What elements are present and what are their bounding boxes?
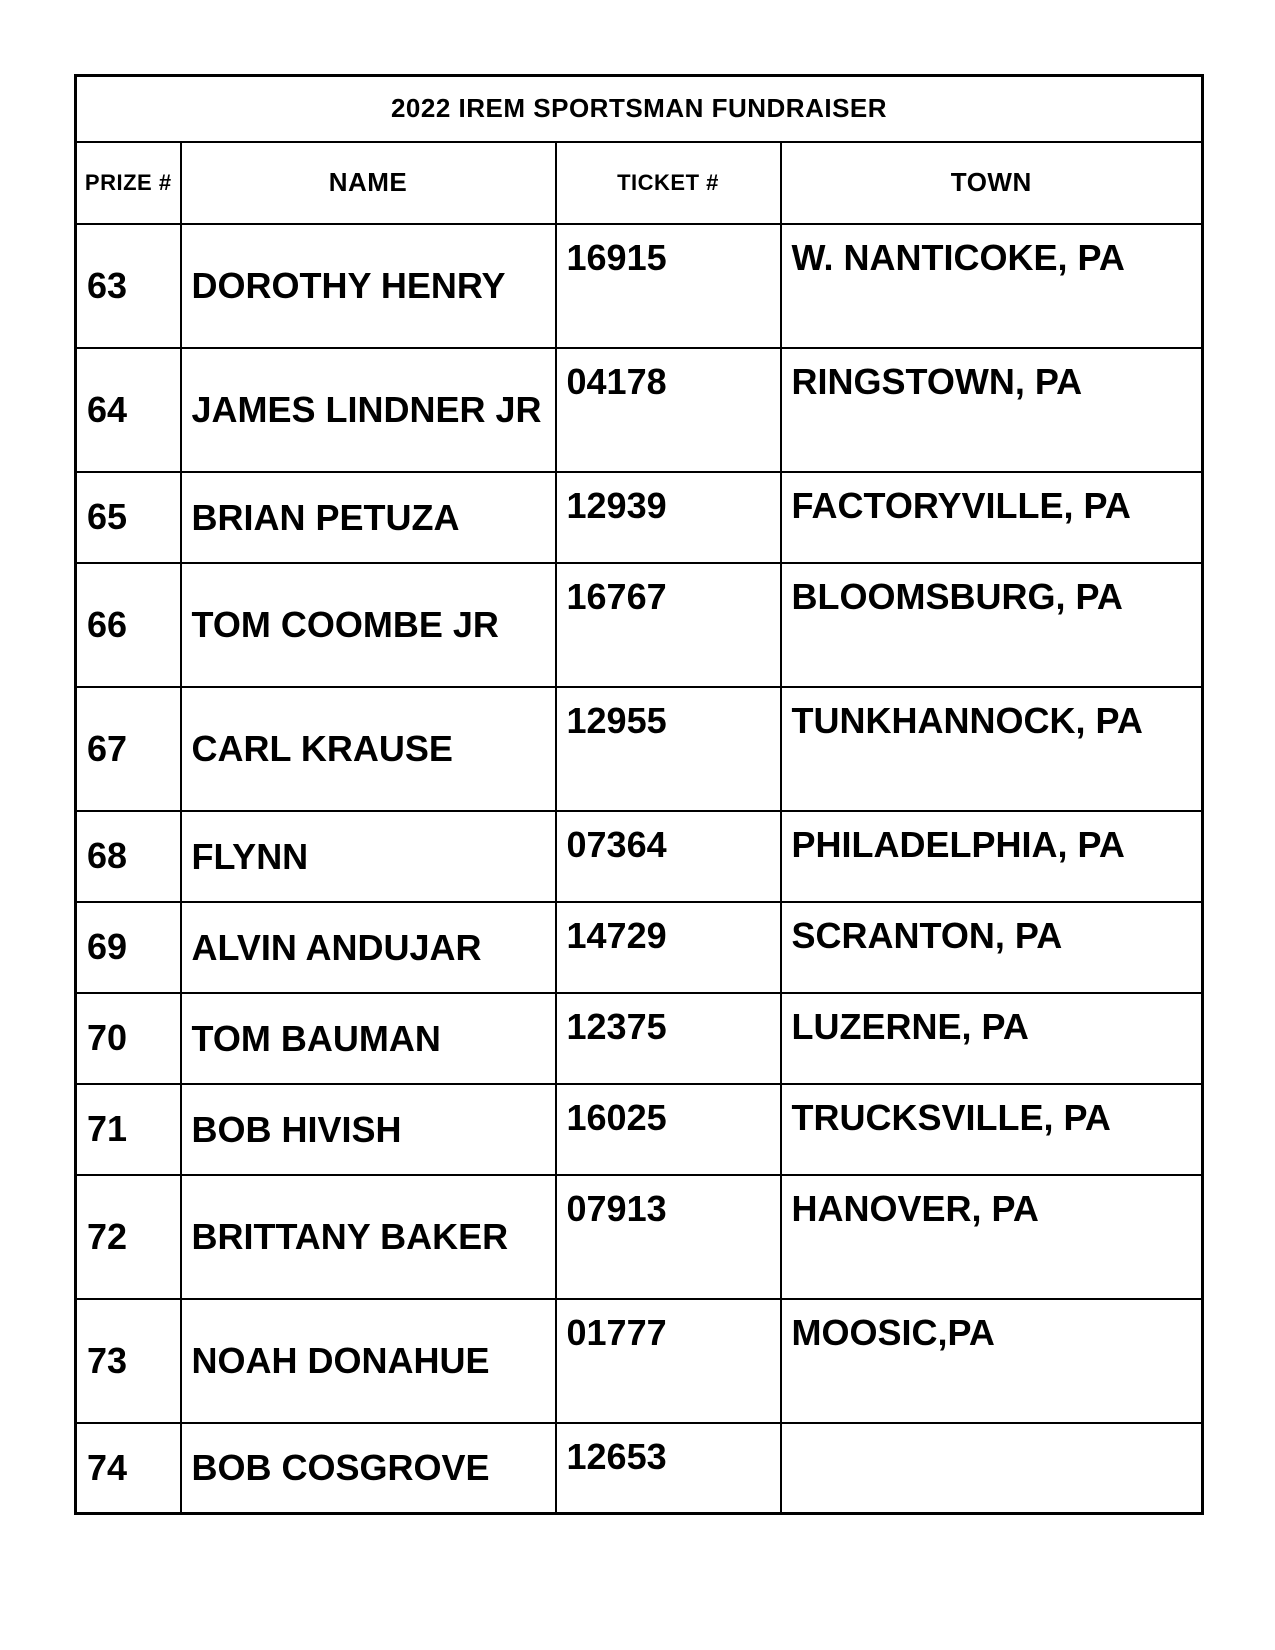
winner-name: BOB HIVISH (181, 1084, 556, 1175)
winner-name: BRIAN PETUZA (181, 472, 556, 563)
table-row (76, 348, 1203, 472)
table-row (76, 224, 1203, 348)
prize-number: 70 (76, 993, 181, 1084)
town: TUNKHANNOCK, PA (781, 687, 1203, 811)
winner-name: BRITTANY BAKER (181, 1175, 556, 1299)
header-row (76, 142, 1203, 224)
prize-number: 72 (76, 1175, 181, 1299)
ticket-number: 16767 (556, 563, 781, 687)
winner-name: ALVIN ANDUJAR (181, 902, 556, 993)
prize-number: 73 (76, 1299, 181, 1423)
prize-number: 67 (76, 687, 181, 811)
town: MOOSIC,PA (781, 1299, 1203, 1423)
header-town: TOWN (781, 142, 1203, 224)
table-row (76, 1423, 1203, 1514)
town: TRUCKSVILLE, PA (781, 1084, 1203, 1175)
ticket-number: 12653 (556, 1423, 781, 1514)
ticket-number: 12939 (556, 472, 781, 563)
town (781, 1423, 1203, 1514)
table-row (76, 902, 1203, 993)
town: SCRANTON, PA (781, 902, 1203, 993)
table-row (76, 811, 1203, 902)
town: W. NANTICOKE, PA (781, 224, 1203, 348)
ticket-number: 07364 (556, 811, 781, 902)
winner-name: TOM BAUMAN (181, 993, 556, 1084)
town: PHILADELPHIA, PA (781, 811, 1203, 902)
ticket-number: 12955 (556, 687, 781, 811)
ticket-number: 01777 (556, 1299, 781, 1423)
town: LUZERNE, PA (781, 993, 1203, 1084)
prize-number: 64 (76, 348, 181, 472)
winner-name: CARL KRAUSE (181, 687, 556, 811)
town: FACTORYVILLE, PA (781, 472, 1203, 563)
winner-name: FLYNN (181, 811, 556, 902)
ticket-number: 12375 (556, 993, 781, 1084)
prize-number: 63 (76, 224, 181, 348)
winner-name: DOROTHY HENRY (181, 224, 556, 348)
table-row (76, 1299, 1203, 1423)
ticket-number: 16915 (556, 224, 781, 348)
prize-number: 74 (76, 1423, 181, 1514)
town: HANOVER, PA (781, 1175, 1203, 1299)
winners-table (74, 74, 1204, 1515)
header-prize: PRIZE # (76, 142, 181, 224)
table-row (76, 1175, 1203, 1299)
winner-name: TOM COOMBE JR (181, 563, 556, 687)
title-row (76, 76, 1203, 142)
prize-number: 68 (76, 811, 181, 902)
prize-number: 71 (76, 1084, 181, 1175)
table-row (76, 472, 1203, 563)
table-row (76, 1084, 1203, 1175)
table-row (76, 563, 1203, 687)
header-ticket: TICKET # (556, 142, 781, 224)
ticket-number: 14729 (556, 902, 781, 993)
prize-number: 65 (76, 472, 181, 563)
ticket-number: 07913 (556, 1175, 781, 1299)
prize-number: 69 (76, 902, 181, 993)
header-name: NAME (181, 142, 556, 224)
table-row (76, 993, 1203, 1084)
town: RINGSTOWN, PA (781, 348, 1203, 472)
table-row (76, 687, 1203, 811)
winner-name: BOB COSGROVE (181, 1423, 556, 1514)
town: BLOOMSBURG, PA (781, 563, 1203, 687)
winner-name: NOAH DONAHUE (181, 1299, 556, 1423)
ticket-number: 04178 (556, 348, 781, 472)
table-title: 2022 IREM SPORTSMAN FUNDRAISER (76, 76, 1203, 142)
prize-number: 66 (76, 563, 181, 687)
ticket-number: 16025 (556, 1084, 781, 1175)
winner-name: JAMES LINDNER JR (181, 348, 556, 472)
